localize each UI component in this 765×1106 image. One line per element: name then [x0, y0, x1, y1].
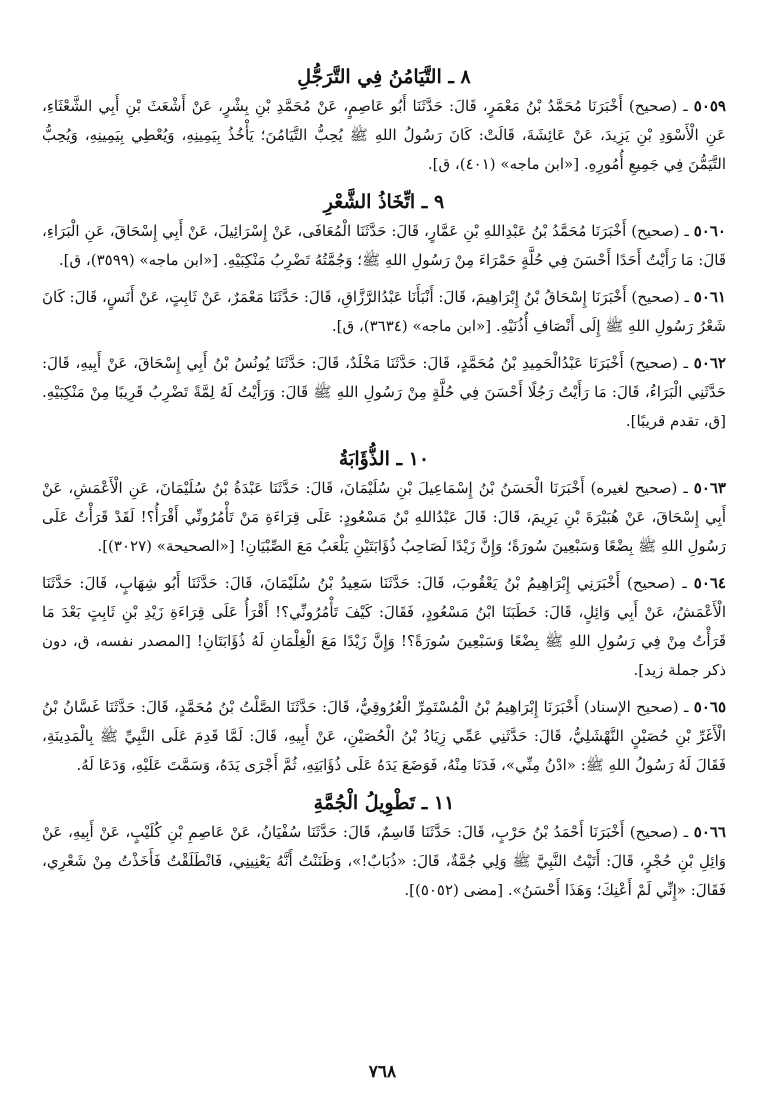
- hadith-reference: [«ابن ماجه» (٣٦٣٤)، ق].: [331, 317, 492, 335]
- hadith-number: ٥٠٦١: [693, 288, 726, 306]
- hadith-grade: (صحيح): [631, 222, 680, 240]
- hadith-entry: ٥٠٦٠ ـ (صحيح) أَخْبَرَنَا مُحَمَّدُ بْنُ عَبْدِاللهِ بْنِ عَمَّارٍ، قَالَ: حَدَّثَنَا الْمُعَافَى، عَنْ إِسْرَائِيلَ، عَنْ أَبِي إِسْحَاقَ، عَنِ الْبَرَاءِ، قَالَ: مَا رَأَيْتُ أَحَدًا أَحْسَنَ فِي حُلَّةٍ حَمْرَاءَ مِنْ رَسُولِ اللهِ ﷺ؛ وَجُمَّتُهُ تَضْرِبُ مَنْكِبَيْهِ. [«ابن ماجه» (٣٥٩٩)، ق].: [42, 222, 726, 269]
- hadith-reference: [«ابن ماجه» (٣٥٩٩)، ق].: [58, 251, 219, 269]
- hadith-grade: (صحيح لغيره): [590, 479, 678, 497]
- hadith-number: ٥٠٦٠: [693, 222, 726, 240]
- section-heading: ٩ ـ اتِّخَاذُ الشَّعْرِ: [323, 191, 445, 213]
- hadith-entry: ٥٠٥٩ ـ (صحيح) أَخْبَرَنَا مُحَمَّدُ بْنُ مَعْمَرٍ، قَالَ: حَدَّثَنَا أَبُو عَاصِمٍ، عَنْ مُحَمَّدِ بْنِ بِشْرٍ، عَنْ أَشْعَثَ بْنِ أَبِي الشَّعْثَاءِ، عَنِ الْأَسْوَدِ بْنِ يَزِيدَ، عَنْ عَائِشَةَ، قَالَتْ: كَانَ رَسُولُ اللهِ ﷺ يُحِبُّ التَّيَامُنَ؛ يَأْخُذُ بِيَمِينِهِ، وَيُعْطِي بِيَمِينِهِ، وَيُحِبُّ التَّيَمُّنَ فِي جَمِيعِ أُمُورِهِ. [«ابن ماجه» (٤٠١)، ق].: [42, 97, 726, 173]
- hadith-number: ٥٠٦٤: [693, 574, 726, 592]
- hadith-grade: (صحيح): [628, 97, 678, 115]
- section-heading: ١١ ـ تَطْوِيلُ الْجُمَّةِ: [313, 792, 455, 814]
- hadith-text: أَخْبَرَنَا أَحْمَدُ بْنُ حَرْبٍ، قَالَ: حَدَّثَنَا قَاسِمٌ، قَالَ: حَدَّثَنَا سُفْيَانُ، عَنْ عَاصِمِ بْنِ كُلَيْبٍ، عَنْ أَبِيهِ، عَنْ وَائِلِ بْنِ حُجْرٍ، قَالَ: أَتَيْتُ النَّبِيَّ ﷺ وَلِي جُمَّةٌ، قَالَ: «ذُبَابٌ!»، وَظَنَنْتُ أَنَّهُ يَعْنِينِي، فَانْطَلَقْتُ فَأَخَذْتُ مِنْ شَعْرِي، فَقَالَ: «إِنِّي لَمْ أَعْنِكَ؛ وَهَذَا أَحْسَنُ».: [42, 823, 726, 899]
- hadith-entry: ٥٠٦٦ ـ (صحيح) أَخْبَرَنَا أَحْمَدُ بْنُ حَرْبٍ، قَالَ: حَدَّثَنَا قَاسِمٌ، قَالَ: حَدَّثَنَا سُفْيَانُ، عَنْ عَاصِمِ بْنِ كُلَيْبٍ، عَنْ أَبِيهِ، عَنْ وَائِلِ بْنِ حُجْرٍ، قَالَ: أَتَيْتُ النَّبِيَّ ﷺ وَلِي جُمَّةٌ، قَالَ: «ذُبَابٌ!»، وَظَنَنْتُ أَنَّهُ يَعْنِينِي، فَانْطَلَقْتُ فَأَخَذْتُ مِنْ شَعْرِي، فَقَالَ: «إِنِّي لَمْ أَعْنِكَ؛ وَهَذَا أَحْسَنُ». [مضى (٥٠٥٢)].: [42, 823, 726, 899]
- hadith-entry: ٥٠٦٥ ـ (صحيح الإسناد) أَخْبَرَنَا إِبْرَاهِيمُ بْنُ الْمُسْتَمِرِّ الْعُرُوقِيُّ، قَالَ: حَدَّثَنَا الصَّلْتُ بْنُ مُحَمَّدٍ، قَالَ: حَدَّثَنَا غَسَّانُ بْنُ الْأَغَرِّ بْنِ حُصَيْنٍ النَّهْشَلِيُّ، قَالَ: حَدَّثَنِي عَمِّي زِيَادُ بْنُ الْحُصَيْنِ، عَنْ أَبِيهِ، قَالَ: لَمَّا قَدِمَ عَلَى النَّبِيِّ ﷺ بِالْمَدِينَةِ، فَقَالَ لَهُ رَسُولُ اللهِ ﷺ: «ادْنُ مِنِّي»، فَدَنَا مِنْهُ، فَوَضَعَ يَدَهُ عَلَى ذُؤَابَتِهِ، ثُمَّ أَجْرَى يَدَهُ، وَسَمَّتَ عَلَيْهِ، وَدَعَا لَهُ.: [42, 698, 727, 774]
- hadith-grade: (صحيح): [627, 574, 676, 592]
- hadith-entry: ٥٠٦٣ ـ (صحيح لغيره) أَخْبَرَنَا الْحَسَنُ بْنُ إِسْمَاعِيلَ بْنِ سُلَيْمَانَ، قَالَ: حَدَّثَنَا عَبْدَةُ بْنُ سُلَيْمَانَ، عَنِ الْأَعْمَشِ، عَنْ أَبِي إِسْحَاقَ، عَنْ هُبَيْرَةَ بْنِ يَرِيمَ، قَالَ: قَالَ عَبْدُاللهِ بْنُ مَسْعُودٍ: عَلَى قِرَاءَةِ مَنْ تَأْمُرُونِّي أَقْرَأُ؟! لَقَدْ قَرَأْتُ عَلَى رَسُولِ اللهِ ﷺ بِضْعًا وَسَبْعِينَ سُورَةً؛ وَإِنَّ زَيْدًا لَصَاحِبُ ذُؤَابَتَيْنِ يَلْعَبُ مَعَ الصِّبْيَانِ! [«الصحيحة» (٣٠٢٧)].: [42, 479, 726, 555]
- hadith-entry: ٥٠٦٢ ـ (صحيح) أَخْبَرَنَا عَبْدُالْحَمِيدِ بْنُ مُحَمَّدٍ، قَالَ: حَدَّثَنَا مَخْلَدٌ، قَالَ: حَدَّثَنَا يُونُسُ بْنُ أَبِي إِسْحَاقَ، عَنْ أَبِيهِ، قَالَ: حَدَّثَنِي الْبَرَاءُ، قَالَ: مَا رَأَيْتُ رَجُلًا أَحْسَنَ فِي حُلَّةٍ مِنْ رَسُولِ اللهِ ﷺ قَالَ: وَرَأَيْتُ لَهُ لِمَّةً تَضْرِبُ قَرِيبًا مِنْ مَنْكِبَيْهِ. [ق، تقدم قريبًا].: [42, 354, 726, 430]
- section-heading: ١٠ ـ الذُّؤَابَةُ: [338, 448, 430, 470]
- hadith-number: ٥٠٦٥: [693, 698, 727, 716]
- hadith-number: ٥٠٦٦: [693, 823, 726, 841]
- hadith-grade: (صحيح): [629, 354, 678, 372]
- book-page: [42, 62, 726, 1092]
- page-number: ٧٦٨: [368, 1062, 397, 1082]
- hadith-text: أَخْبَرَنَا مُحَمَّدُ بْنُ عَبْدِاللهِ بْنِ عَمَّارٍ، قَالَ: حَدَّثَنَا الْمُعَافَى، عَنْ إِسْرَائِيلَ، عَنْ أَبِي إِسْحَاقَ، عَنِ الْبَرَاءِ، قَالَ: مَا رَأَيْتُ أَحَدًا أَحْسَنَ فِي حُلَّةٍ حَمْرَاءَ مِنْ رَسُولِ اللهِ ﷺ؛ وَجُمَّتُهُ تَضْرِبُ مَنْكِبَيْهِ.: [42, 222, 726, 269]
- hadith-entry: ٥٠٦١ ـ (صحيح) أَخْبَرَنَا إِسْحَاقُ بْنُ إِبْرَاهِيمَ، قَالَ: أَنْبَأَنَا عَبْدُالرَّزَّاقِ، قَالَ: حَدَّثَنَا مَعْمَرٌ، عَنْ ثَابِتٍ، عَنْ أَنَسٍ، قَالَ: كَانَ شَعْرُ رَسُولِ اللهِ ﷺ إِلَى أَنْصَافِ أُذُنَيْهِ. [«ابن ماجه» (٣٦٣٤)، ق].: [42, 288, 726, 335]
- hadith-text: أَخْبَرَنَا عَبْدُالْحَمِيدِ بْنُ مُحَمَّدٍ، قَالَ: حَدَّثَنَا مَخْلَدٌ، قَالَ: حَدَّثَنَا يُونُسُ بْنُ أَبِي إِسْحَاقَ، عَنْ أَبِيهِ، قَالَ: حَدَّثَنِي الْبَرَاءُ، قَالَ: مَا رَأَيْتُ رَجُلًا أَحْسَنَ فِي حُلَّةٍ مِنْ رَسُولِ اللهِ ﷺ قَالَ: وَرَأَيْتُ لَهُ لِمَّةً تَضْرِبُ قَرِيبًا مِنْ مَنْكِبَيْهِ.: [42, 354, 726, 401]
- hadith-text: أَخْبَرَنَا إِبْرَاهِيمُ بْنُ الْمُسْتَمِرِّ الْعُرُوقِيُّ، قَالَ: حَدَّثَنَا الصَّلْتُ بْنُ مُحَمَّدٍ، قَالَ: حَدَّثَنَا غَسَّانُ بْنُ الْأَغَرِّ بْنِ حُصَيْنٍ النَّهْشَلِيُّ، قَالَ: حَدَّثَنِي عَمِّي زِيَادُ بْنُ الْحُصَيْنِ، عَنْ أَبِيهِ، قَالَ: لَمَّا قَدِمَ عَلَى النَّبِيِّ ﷺ بِالْمَدِينَةِ، فَقَالَ لَهُ رَسُولُ اللهِ ﷺ: «ادْنُ مِنِّي»، فَدَنَا مِنْهُ، فَوَضَعَ يَدَهُ عَلَى ذُؤَابَتِهِ، ثُمَّ أَجْرَى يَدَهُ، وَسَمَّتَ عَلَيْهِ، وَدَعَا لَهُ.: [42, 698, 726, 774]
- hadith-reference: [«ابن ماجه» (٤٠١)، ق].: [427, 155, 580, 173]
- hadith-number: ٥٠٥٩: [693, 97, 726, 115]
- hadith-grade: (صحيح): [629, 823, 679, 841]
- hadith-grade: (صحيح الإسناد): [583, 698, 679, 716]
- hadith-entry: ٥٠٦٤ ـ (صحيح) أَخْبَرَنِي إِبْرَاهِيمُ بْنُ يَعْقُوبَ، قَالَ: حَدَّثَنَا سَعِيدُ بْنُ سُلَيْمَانَ، قَالَ: حَدَّثَنَا أَبُو شِهَابٍ، قَالَ: حَدَّثَنَا الْأَعْمَشُ، عَنْ أَبِي وَائِلٍ، قَالَ: خَطَبَنَا ابْنُ مَسْعُودٍ، فَقَالَ: كَيْفَ تَأْمُرُونِّي؟! أَقْرَأُ عَلَى قِرَاءَةِ زَيْدِ بْنِ ثَابِتٍ بَعْدَ مَا قَرَأْتُ مِنْ فِي رَسُولِ اللهِ ﷺ بِضْعًا وَسَبْعِينَ سُورَةً؟! وَإِنَّ زَيْدًا مَعَ الْغِلْمَانِ لَهُ ذُؤَابَتَانِ! [المصدر نفسه، ق، دون ذكر جملة زيد].: [42, 574, 726, 679]
- hadith-text: أَخْبَرَنَا مُحَمَّدُ بْنُ مَعْمَرٍ، قَالَ: حَدَّثَنَا أَبُو عَاصِمٍ، عَنْ مُحَمَّدِ بْنِ بِشْرٍ، عَنْ أَشْعَثَ بْنِ أَبِي الشَّعْثَاءِ، عَنِ الْأَسْوَدِ بْنِ يَزِيدَ، عَنْ عَائِشَةَ، قَالَتْ: كَانَ رَسُولُ اللهِ ﷺ يُحِبُّ التَّيَامُنَ؛ يَأْخُذُ بِيَمِينِهِ، وَيُعْطِي بِيَمِينِهِ، وَيُحِبُّ التَّيَمُّنَ فِي جَمِيعِ أُمُورِهِ.: [42, 97, 726, 173]
- hadith-reference: [المصدر نفسه، ق، دون ذكر جملة زيد].: [42, 632, 726, 679]
- hadith-number: ٥٠٦٣: [693, 479, 726, 497]
- hadith-grade: (صحيح): [631, 288, 680, 306]
- hadith-text: أَخْبَرَنَا إِسْحَاقُ بْنُ إِبْرَاهِيمَ، قَالَ: أَنْبَأَنَا عَبْدُالرَّزَّاقِ، قَالَ: حَدَّثَنَا مَعْمَرٌ، عَنْ ثَابِتٍ، عَنْ أَنَسٍ، قَالَ: كَانَ شَعْرُ رَسُولِ اللهِ ﷺ إِلَى أَنْصَافِ أُذُنَيْهِ.: [42, 288, 726, 335]
- section-heading: ٨ ـ التَّيَامُنُ فِي التَّرَجُّلِ: [297, 66, 471, 88]
- hadith-text: أَخْبَرَنِي إِبْرَاهِيمُ بْنُ يَعْقُوبَ، قَالَ: حَدَّثَنَا سَعِيدُ بْنُ سُلَيْمَانَ، قَالَ: حَدَّثَنَا أَبُو شِهَابٍ، قَالَ: حَدَّثَنَا الْأَعْمَشُ، عَنْ أَبِي وَائِلٍ، قَالَ: خَطَبَنَا ابْنُ مَسْعُودٍ، فَقَالَ: كَيْفَ تَأْمُرُونِّي؟! أَقْرَأُ عَلَى قِرَاءَةِ زَيْدِ بْنِ ثَابِتٍ بَعْدَ مَا قَرَأْتُ مِنْ فِي رَسُولِ اللهِ ﷺ بِضْعًا وَسَبْعِينَ سُورَةً؟! وَإِنَّ زَيْدًا مَعَ الْغِلْمَانِ لَهُ ذُؤَابَتَانِ!: [42, 574, 726, 650]
- hadith-text: أَخْبَرَنَا الْحَسَنُ بْنُ إِسْمَاعِيلَ بْنِ سُلَيْمَانَ، قَالَ: حَدَّثَنَا عَبْدَةُ بْنُ سُلَيْمَانَ، عَنِ الْأَعْمَشِ، عَنْ أَبِي إِسْحَاقَ، عَنْ هُبَيْرَةَ بْنِ يَرِيمَ، قَالَ: قَالَ عَبْدُاللهِ بْنُ مَسْعُودٍ: عَلَى قِرَاءَةِ مَنْ تَأْمُرُونِّي أَقْرَأُ؟! لَقَدْ قَرَأْتُ عَلَى رَسُولِ اللهِ ﷺ بِضْعًا وَسَبْعِينَ سُورَةً؛ وَإِنَّ زَيْدًا لَصَاحِبُ ذُؤَابَتَيْنِ يَلْعَبُ مَعَ الصِّبْيَانِ!: [42, 479, 726, 555]
- hadith-reference: [«الصحيحة» (٣٠٢٧)].: [97, 537, 235, 555]
- hadith-number: ٥٠٦٢: [693, 354, 726, 372]
- hadith-reference: [مضى (٥٠٥٢)].: [404, 881, 504, 899]
- hadith-reference: [ق، تقدم قريبًا].: [625, 412, 726, 430]
